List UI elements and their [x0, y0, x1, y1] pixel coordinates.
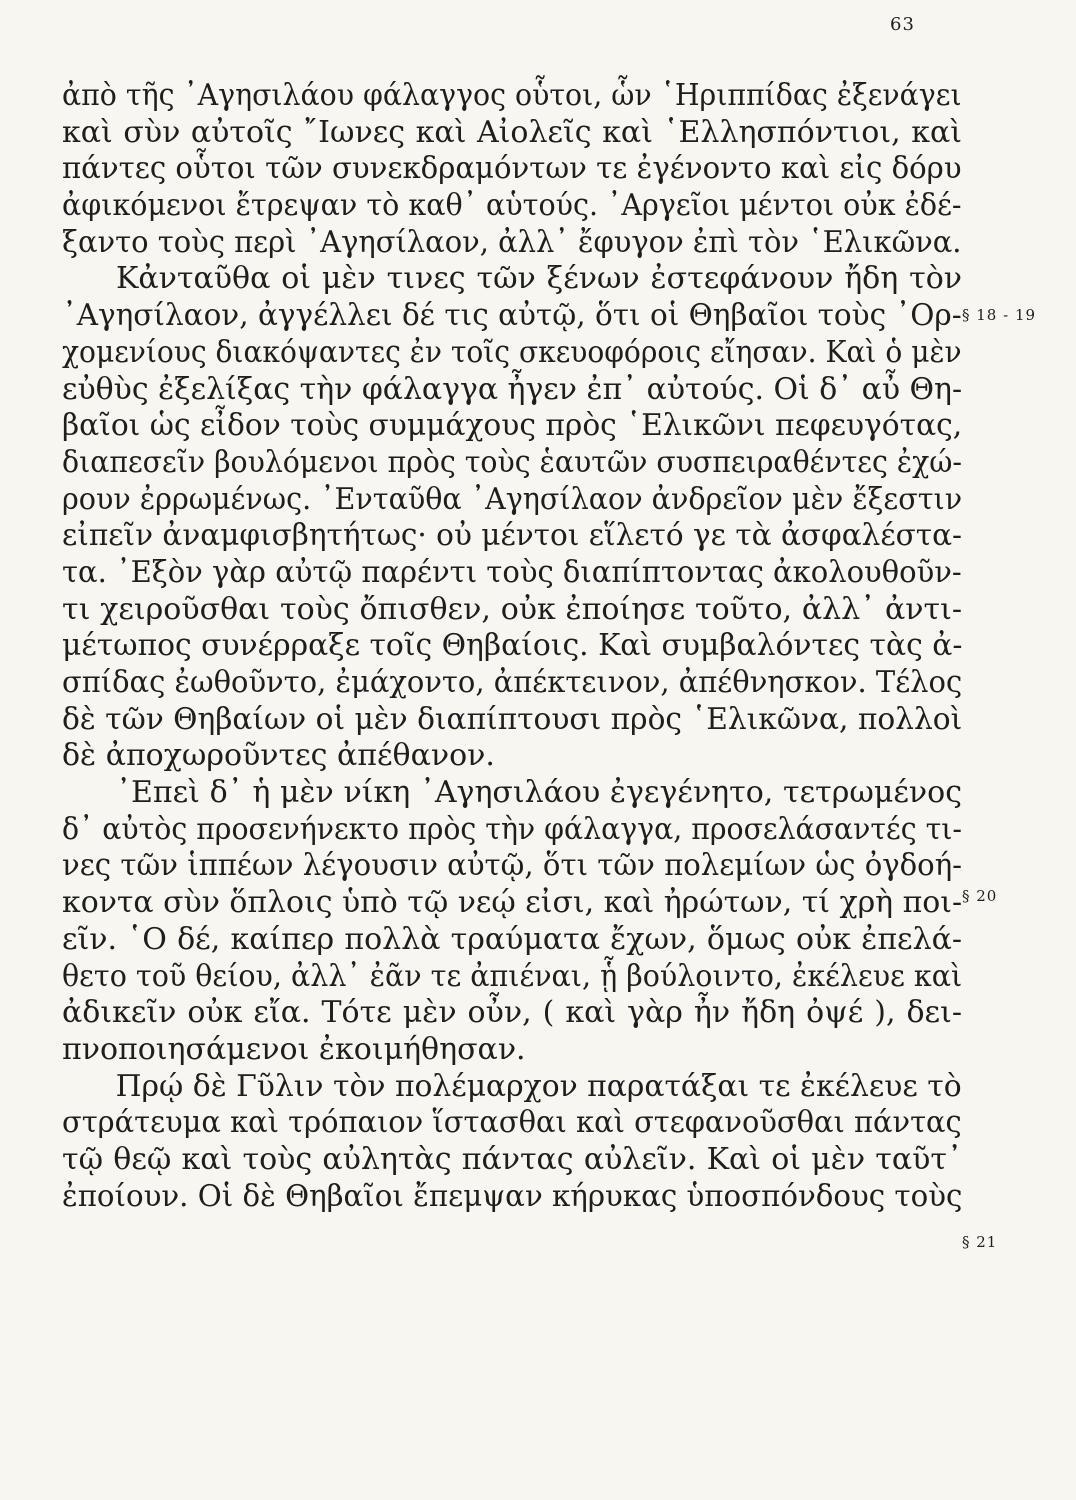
section-ref-21: § 21 [962, 1233, 998, 1251]
section-ref-18-19: § 18 - 19 [962, 306, 1037, 324]
greek-text-block [62, 78, 962, 1215]
text-line: πνοποιησάμενοι ἐκοιμήθησαν. [62, 1031, 526, 1067]
text-line: σπίδας ἐωθοῦντο, ἐμάχοντο, ἀπέκτεινον, ἀπέθνησκον. Τέλος [62, 665, 963, 700]
text-line: μέτωπος συνέρραξε τοῖς Θηβαίοις. Καὶ συμβαλόντες τὰς ἀ- [62, 628, 963, 664]
text-line: κοντα σὺν ὅπλοις ὑπὸ τῷ νεῴ εἰσι, καὶ ἠρώτων, τί χρὴ ποι- [62, 885, 963, 921]
text-line: στράτευμα καὶ τρόπαιον ἵστασθαι καὶ στεφανοῦσθαι πάντας [62, 1105, 962, 1141]
text-line: τῷ θεῷ καὶ τοὺς αὐλητὰς πάντας αὐλεῖν. Καὶ οἱ μὲν ταῦτ᾿ [62, 1141, 962, 1177]
section-ref-20: § 20 [962, 887, 998, 905]
text-line: ξαντο τοὺς περὶ ᾿Αγησίλαον, ἀλλ᾿ ἔφυγον ἐπὶ τὸν ῾Ελικῶνα. [62, 224, 962, 260]
text-line: ἀφικόμενοι ἔτρεψαν τὸ καθ᾿ αὑτούς. ᾿Αργεῖοι μέντοι οὐκ ἐδέ- [62, 188, 962, 224]
text-line: τα. ᾿Εξὸν γὰρ αὐτῷ παρέντι τοὺς διαπίπτοντας ἀκολουθοῦν- [62, 554, 962, 590]
text-line: Κἀνταῦθα οἱ μὲν τινες τῶν ξένων ἐστεφάνουν ἤδη τὸν [116, 261, 962, 297]
text-line: πάντες οὗτοι τῶν συνεκδραμόντων τε ἐγένοντο καὶ εἰς δόρυ [62, 151, 962, 187]
text-line: ἐποίουν. Οἱ δὲ Θηβαῖοι ἔπεμψαν κήρυκας ὑποσπόνδους τοὺς [62, 1178, 963, 1214]
text-line: Πρῴ δὲ Γῦλιν τὸν πολέμαρχον παρατάξαι τε ἐκέλευε τὸ [115, 1068, 962, 1104]
text-line: ᾿Αγησίλαον, ἀγγέλλει δέ τις αὐτῷ, ὅτι οἱ Θηβαῖοι τοὺς ᾿Ορ- [62, 298, 962, 334]
text-line: δ᾿ αὐτὸς προσενήνεκτο πρὸς τὴν φάλαγγα, προσελάσαντές τι- [62, 811, 962, 847]
page-number: 63 [890, 14, 915, 35]
text-line: καὶ σὺν αὐτοῖς ῎Ιωνες καὶ Αἰολεῖς καὶ ῾Ελλησπόντιοι, καὶ [62, 114, 962, 150]
text-line: δὲ τῶν Θηβαίων οἱ μὲν διαπίπτουσι πρὸς ῾Ελικῶνα, πολλοὶ [62, 701, 963, 737]
text-line: ρουν ἐρρωμένως. ᾿Ενταῦθα ᾿Αγησίλαον ἀνδρεῖον μὲν ἔξεστιν [62, 481, 963, 517]
text-line: διαπεσεῖν βουλόμενοι πρὸς τοὺς ἑαυτῶν συσπειραθέντες ἐχώ- [62, 444, 962, 480]
text-line: ᾿Επεὶ δ᾿ ἡ μὲν νίκη ᾿Αγησιλάου ἐγεγένητο, τετρωμένος [116, 775, 962, 811]
text-line: εἰπεῖν ἀναμφισβητήτως· οὐ μέντοι εἵλετό γε τὰ ἀσφαλέστα- [62, 518, 962, 554]
text-line: τι χειροῦσθαι τοὺς ὄπισθεν, οὐκ ἐποίησε τοῦτο, ἀλλ᾿ ἀντι- [62, 591, 962, 627]
text-line: εῖν. ῾Ο δέ, καίπερ πολλὰ τραύματα ἔχων, ὅμως οὐκ ἐπελά- [62, 921, 962, 957]
text-line: νες τῶν ἱππέων λέγουσιν αὐτῷ, ὅτι τῶν πολεμίων ὡς ὀγδοή- [62, 848, 962, 884]
text-line: ἀδικεῖν οὐκ εἴα. Τότε μὲν οὖν, ( καὶ γὰρ ἦν ἤδη ὀψέ ), δει- [62, 995, 962, 1031]
text-line: θετο τοῦ θείου, ἀλλ᾿ ἐᾶν τε ἀπιέναι, ᾗ βούλοιντο, ἐκέλευε καὶ [62, 958, 963, 994]
text-line: δὲ ἀποχωροῦντες ἀπέθανον. [62, 738, 495, 774]
text-line: βαῖοι ὡς εἶδον τοὺς συμμάχους πρὸς ῾Ελικῶνι πεφευγότας, [62, 408, 963, 444]
text-line: ἀπὸ τῆς ᾿Αγησιλάου φάλαγγος οὗτοι, ὧν ῾Ηριππίδας ἐξενάγει [62, 78, 962, 113]
text-line: χομενίους διακόψαντες ἐν τοῖς σκευοφόροις εἴησαν. Καὶ ὁ μὲν [62, 334, 962, 370]
text-line: εὐθὺς ἐξελίξας τὴν φάλαγγα ἦγεν ἐπ᾿ αὐτούς. Οἱ δ᾿ αὖ Θη- [62, 371, 963, 407]
